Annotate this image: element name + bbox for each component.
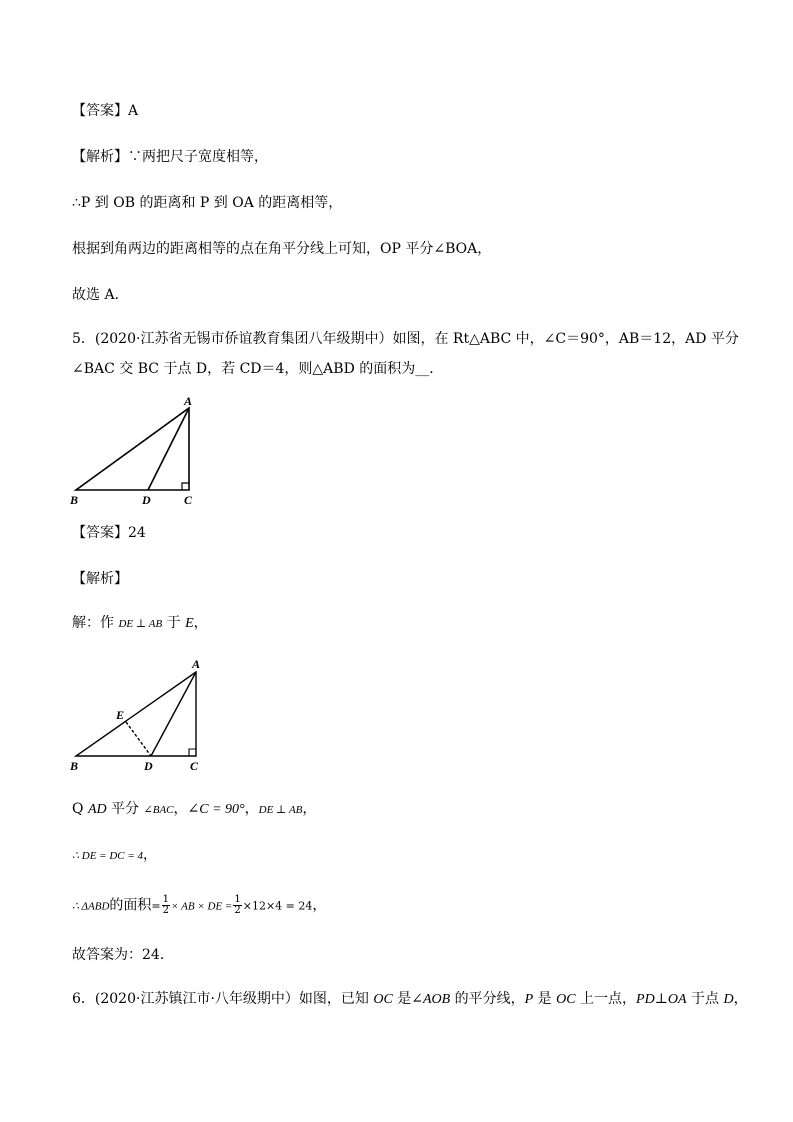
q6-text-1: 6．(2020·江苏镇江市·八年级期中）如图，已知 <box>72 991 374 1007</box>
step2-end: ， <box>143 847 158 863</box>
fraction-num: 1 <box>162 894 169 905</box>
q6-perp: ⊥ <box>654 991 668 1007</box>
answer-label: 【答案】 <box>72 525 128 541</box>
label-c: C <box>190 759 199 773</box>
q6-text-7: 于点 <box>686 991 724 1007</box>
q6-text-5: 上一点， <box>575 991 637 1007</box>
solution-end: ， <box>193 615 208 631</box>
step3-m2: ×12×4 = 24 <box>242 899 313 913</box>
analysis-text: ∵两把尺子宽度相等， <box>128 149 268 165</box>
label-d: D <box>144 759 153 773</box>
analysis-5-label: 【解析】 <box>72 571 128 587</box>
label-b: B <box>70 759 79 773</box>
analysis-4-line-4: 故选 A. <box>72 287 120 303</box>
q6-text-4: 是 <box>533 991 557 1007</box>
q6-text-3: 的平分线， <box>450 991 525 1007</box>
q6-oc-2: OC <box>556 992 576 1007</box>
triangle-figure-2 <box>66 652 212 776</box>
q6-text-2: 是 <box>392 991 412 1007</box>
q6-text-8: ， <box>733 991 748 1007</box>
step1-t2: ， <box>173 801 188 817</box>
solution-mid: 于 <box>162 615 186 631</box>
fraction-half-1 <box>162 895 170 916</box>
fraction-den: 2 <box>234 905 241 916</box>
question-6-line-1 <box>72 990 748 1009</box>
analysis-4-line-2: ∴P 到 OB 的距离和 P 到 OA 的距离相等， <box>72 195 343 211</box>
step1-q: Q <box>72 801 88 817</box>
final-answer: 故答案为：24． <box>72 947 174 963</box>
triangle-abc <box>76 672 196 756</box>
q6-oa: OA <box>667 992 687 1007</box>
segment-de-dashed <box>126 722 151 756</box>
label-d: D <box>142 493 151 507</box>
label-c: C <box>184 493 193 507</box>
step3-pre: ∴ ΔABD <box>72 900 110 913</box>
solution-step-2 <box>72 846 157 865</box>
question-5-line-1: 5．(2020·江苏省无锡市侨谊教育集团八年级期中）如图，在 Rt△ABC 中，∠C＝90°，AB＝12，AD 平分 <box>72 331 739 347</box>
q6-pd: PD <box>636 992 655 1007</box>
triangle-abc <box>76 408 189 490</box>
step1-c: ∠C = 90° <box>187 802 245 817</box>
analysis-4-line-1 <box>72 148 268 166</box>
solution-math: DE ⊥ AB <box>118 618 163 630</box>
step3-end: ， <box>312 897 327 914</box>
analysis-label: 【解析】 <box>72 149 128 165</box>
right-angle-mark <box>189 749 196 756</box>
answer-4-line <box>72 102 138 120</box>
answer-value: A <box>128 103 139 119</box>
solution-step-1 <box>72 800 316 819</box>
right-angle-mark <box>182 483 189 490</box>
label-a: A <box>184 394 193 408</box>
step1-ad: AD <box>87 802 107 817</box>
solution-step-3 <box>72 895 326 916</box>
step1-de: DE ⊥ AB <box>258 804 303 816</box>
step2-math: ∴ DE = DC = 4 <box>72 850 144 862</box>
answer-label: 【答案】 <box>72 103 128 119</box>
step1-t3: ， <box>244 801 259 817</box>
label-b: B <box>70 493 79 507</box>
label-a: A <box>192 657 201 671</box>
answer-5-line <box>72 524 146 542</box>
step3-m1: × AB × DE = <box>170 900 233 913</box>
segment-ad <box>151 672 196 756</box>
fraction-num: 1 <box>234 894 241 905</box>
q6-oc: OC <box>373 992 393 1007</box>
answer-value: 24 <box>128 525 146 541</box>
step1-t4: ， <box>302 801 317 817</box>
q6-d: D <box>723 992 734 1007</box>
step3-eq: = <box>151 899 161 913</box>
q6-p: P <box>524 992 534 1007</box>
analysis-4-line-3: 根据到角两边的距离相等的点在角平分线上可知，OP 平分∠BOA， <box>72 241 492 257</box>
label-e: E <box>116 708 125 722</box>
question-5-line-2: ∠BAC 交 BC 于点 D，若 CD＝4，则△ABD 的面积为__． <box>72 361 444 377</box>
step1-t1: 平分 <box>106 801 144 817</box>
step1-bac: ∠BAC <box>143 804 174 816</box>
step3-text: 的面积 <box>109 897 152 914</box>
segment-ad <box>148 408 189 490</box>
solution-intro <box>72 614 208 633</box>
triangle-figure-1 <box>68 392 208 510</box>
fraction-den: 2 <box>162 905 169 916</box>
solution-prefix: 解：作 <box>72 615 119 631</box>
q6-aob: ∠AOB <box>411 992 451 1007</box>
solution-point-e: E <box>185 616 194 631</box>
fraction-half-2 <box>233 895 241 916</box>
